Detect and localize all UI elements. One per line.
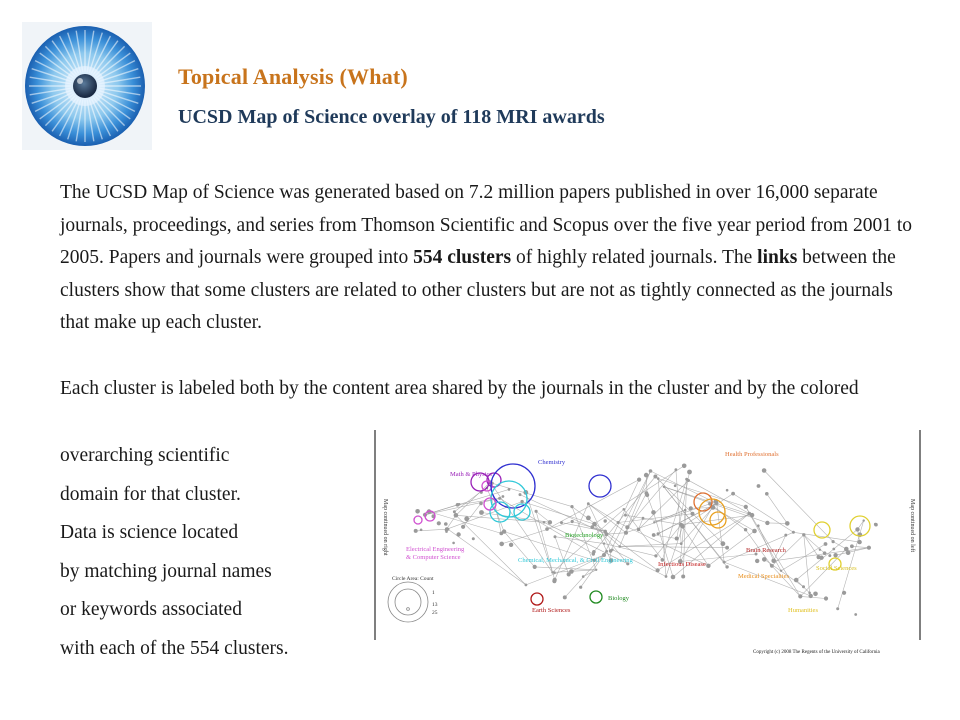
network-node [587, 502, 590, 505]
network-node [726, 489, 729, 492]
network-node [723, 561, 726, 564]
legend-value-1: 1 [432, 590, 435, 596]
network-node [687, 470, 692, 475]
label-humanities: Humanities [788, 607, 818, 614]
network-node [618, 545, 621, 548]
label-biotechnology: Biotechnology [565, 532, 604, 539]
network-node [755, 559, 759, 563]
network-node [725, 546, 729, 550]
network-node [682, 464, 687, 469]
paragraph-text: The UCSD Map of Science was generated based on 7.2 million papers published in over 16,000 separate journals, proceedings, and series from Thomson Scientific and Scopus over the five year period from 2001 to 2005. Papers and journals were grouped into [60, 182, 913, 268]
network-node [657, 532, 660, 535]
network-node [519, 493, 522, 496]
network-node [828, 554, 831, 557]
network-node [823, 551, 827, 555]
network-node [452, 542, 455, 545]
network-node [770, 564, 772, 566]
network-node [551, 571, 553, 573]
network-link [654, 535, 677, 539]
network-node [445, 530, 448, 533]
network-node [624, 531, 628, 535]
network-node [824, 542, 828, 546]
network-node [603, 542, 605, 544]
network-link [666, 526, 683, 576]
network-node [637, 528, 641, 532]
network-node [832, 548, 835, 551]
network-link [767, 494, 788, 524]
network-link [611, 471, 651, 551]
network-link [555, 537, 569, 575]
network-node [571, 520, 574, 523]
network-node [652, 533, 656, 537]
network-node [671, 575, 676, 580]
network-node [706, 564, 710, 568]
bold-clusters: 554 clusters [413, 247, 512, 268]
label-health-professionals: Health Professionals [725, 451, 779, 458]
network-node [414, 529, 418, 533]
network-node [819, 556, 823, 560]
network-node [593, 523, 595, 525]
overlay-circle [531, 593, 543, 605]
network-link [651, 471, 717, 503]
network-node [420, 529, 423, 532]
legend-value-13: 13 [432, 602, 438, 608]
network-node [656, 568, 660, 572]
label-eecs-2: & Computer Science [406, 554, 461, 561]
network-node [458, 503, 461, 506]
eye-iris-logo [22, 22, 152, 150]
side-line: with each of the 554 clusters. [60, 637, 289, 659]
network-node [498, 497, 501, 500]
network-node [832, 540, 835, 543]
network-node [874, 523, 878, 527]
paragraph-text: of highly related journals. The [511, 247, 758, 268]
network-node [765, 521, 769, 525]
network-node [725, 565, 728, 568]
network-node [836, 607, 839, 610]
overlay-circle [589, 475, 611, 497]
network-link [655, 477, 723, 544]
network-node [563, 595, 567, 599]
side-text-column [60, 437, 360, 668]
network-node [605, 550, 608, 553]
network-node [681, 575, 685, 579]
network-node [665, 575, 668, 578]
network-node [548, 520, 552, 524]
network-link [463, 503, 481, 526]
network-node [715, 502, 718, 505]
network-node [744, 528, 747, 531]
map-of-science [370, 424, 925, 664]
network-node [687, 479, 690, 482]
paragraph-cluster-labeling: Each cluster is labeled both by the content area shared by the journals in the cluster and by the colored [60, 378, 859, 399]
network-node [545, 527, 549, 531]
network-node [794, 578, 799, 583]
label-medical-specialties: Medical Specialties [738, 573, 790, 580]
network-node [444, 522, 448, 526]
network-node [520, 500, 523, 503]
network-link [662, 479, 686, 560]
network-node [802, 585, 805, 588]
network-node [623, 508, 626, 511]
network-node [757, 484, 761, 488]
network-node [762, 557, 767, 562]
network-node [813, 592, 818, 597]
network-node [479, 510, 484, 515]
network-node [617, 521, 620, 524]
network-node [846, 550, 851, 555]
network-node [675, 537, 679, 541]
map-copyright: Copyright (c) 2008 The Regents of the University of California [753, 650, 880, 655]
side-line: by matching journal names [60, 560, 272, 582]
network-node [592, 552, 595, 555]
label-brain-research: Brain Research [746, 547, 786, 554]
network-node [535, 510, 538, 513]
network-node [624, 514, 627, 517]
network-node [833, 553, 837, 557]
network-link [425, 498, 500, 514]
network-node [502, 529, 506, 533]
network-node [509, 543, 513, 547]
network-node [802, 533, 805, 536]
network-node [752, 529, 757, 534]
network-node [680, 542, 683, 545]
side-line: Data is science located [60, 522, 239, 543]
overlay-circle [414, 516, 422, 524]
side-line: or keywords associated [60, 599, 242, 620]
network-node [771, 559, 776, 564]
network-node [792, 531, 795, 534]
label-math-physics: Math & Physics [450, 471, 492, 478]
network-node [479, 502, 483, 506]
network-node [819, 549, 821, 551]
label-chemical-mechanical: Chemical, Mechanical, & Civil Engineering [518, 557, 633, 564]
label-biology: Biology [608, 595, 629, 602]
network-node [824, 596, 828, 600]
network-node [595, 569, 597, 571]
network-node [854, 613, 857, 616]
legend-circle-medium [395, 589, 421, 615]
label-earth-sciences: Earth Sciences [532, 607, 571, 614]
network-node [653, 521, 655, 523]
network-node [437, 521, 441, 525]
page-title: Topical Analysis (What) [178, 64, 408, 89]
network-node [689, 506, 693, 510]
network-node [625, 525, 629, 529]
network-link [535, 567, 597, 570]
network-node [674, 485, 677, 488]
network-node [579, 586, 582, 589]
network-link [804, 535, 810, 593]
network-link [767, 523, 787, 524]
network-node [415, 509, 420, 514]
network-node [464, 516, 469, 521]
legend-circle-large [388, 582, 428, 622]
network-node [679, 523, 683, 527]
map-right-note: Map continued on left [909, 499, 915, 553]
side-line: overarching scientific [60, 445, 230, 466]
network-node [508, 488, 511, 491]
network-node [472, 537, 475, 540]
network-node [525, 584, 528, 587]
network-node [748, 512, 752, 516]
network-link [502, 522, 573, 544]
network-link [522, 502, 594, 524]
network-node [762, 468, 767, 473]
network-node [785, 521, 790, 526]
network-node [649, 469, 653, 473]
network-node [684, 509, 687, 512]
network-node [654, 554, 657, 557]
network-node [780, 570, 782, 572]
network-link [733, 494, 793, 533]
circle-area-legend [388, 576, 438, 622]
network-node [657, 477, 660, 480]
network-node [637, 478, 641, 482]
network-node [675, 468, 678, 471]
network-node [567, 572, 571, 576]
overlay-circles [414, 464, 870, 605]
network-node [499, 542, 504, 547]
network-node [757, 524, 760, 527]
network-node [456, 532, 460, 536]
network-link [764, 471, 833, 542]
network-node [721, 541, 726, 546]
network-node [554, 535, 557, 538]
legend-circle-small [407, 608, 410, 611]
network-node [454, 513, 459, 518]
bold-links: links [757, 247, 798, 268]
network-node [645, 493, 649, 497]
network-node [809, 594, 813, 598]
network-node [765, 492, 769, 496]
network-node [857, 540, 861, 544]
paragraph-text: between the clusters show that some clusters are related to other clusters but are not as tightly connected as the journals that make up each cluster. [60, 247, 896, 333]
network-node [453, 510, 456, 513]
network-node [744, 505, 748, 509]
map-left-note: Map continued on right [382, 499, 388, 556]
network-node [691, 512, 695, 516]
network-node [642, 517, 645, 520]
network-node [808, 592, 811, 595]
network-link [583, 570, 596, 577]
network-node [603, 530, 607, 534]
network-links [416, 466, 869, 609]
network-node [653, 475, 657, 479]
network-node [553, 578, 557, 582]
network-link [654, 510, 685, 522]
paragraph-ucsd-map [60, 177, 920, 340]
network-node [533, 565, 537, 569]
network-nodes [414, 464, 878, 616]
network-node [570, 505, 573, 508]
network-node [461, 525, 465, 529]
label-infectious-disease: Infectious Disease [658, 561, 706, 568]
network-link [681, 508, 713, 544]
network-node [604, 519, 607, 522]
network-node [798, 594, 802, 598]
legend-title: Circle Area: Count [392, 576, 434, 582]
network-node [586, 516, 591, 521]
network-node [502, 495, 505, 498]
network-node [651, 510, 656, 515]
network-node [867, 546, 871, 550]
network-node [731, 492, 735, 496]
legend-value-25: 25 [432, 610, 438, 616]
network-link [456, 515, 526, 585]
network-node [582, 575, 585, 578]
label-chemistry: Chemistry [538, 459, 566, 466]
overlay-circle [590, 591, 602, 603]
network-node [644, 473, 649, 478]
side-line: domain for that cluster. [60, 483, 241, 505]
network-node [560, 521, 563, 524]
page-subtitle: UCSD Map of Science overlay of 118 MRI awards [178, 106, 605, 128]
network-node [850, 544, 854, 548]
network-link [800, 596, 826, 598]
network-node [784, 534, 787, 537]
network-node [863, 519, 865, 521]
label-eecs-1: Electrical Engineering [406, 546, 465, 553]
network-node [842, 591, 846, 595]
network-node [663, 486, 665, 488]
network-node [611, 549, 613, 551]
network-link [852, 546, 869, 547]
network-link [681, 525, 708, 566]
label-social-sciences: Social Sciences [816, 565, 857, 572]
network-node [855, 527, 859, 531]
network-node [543, 521, 546, 524]
